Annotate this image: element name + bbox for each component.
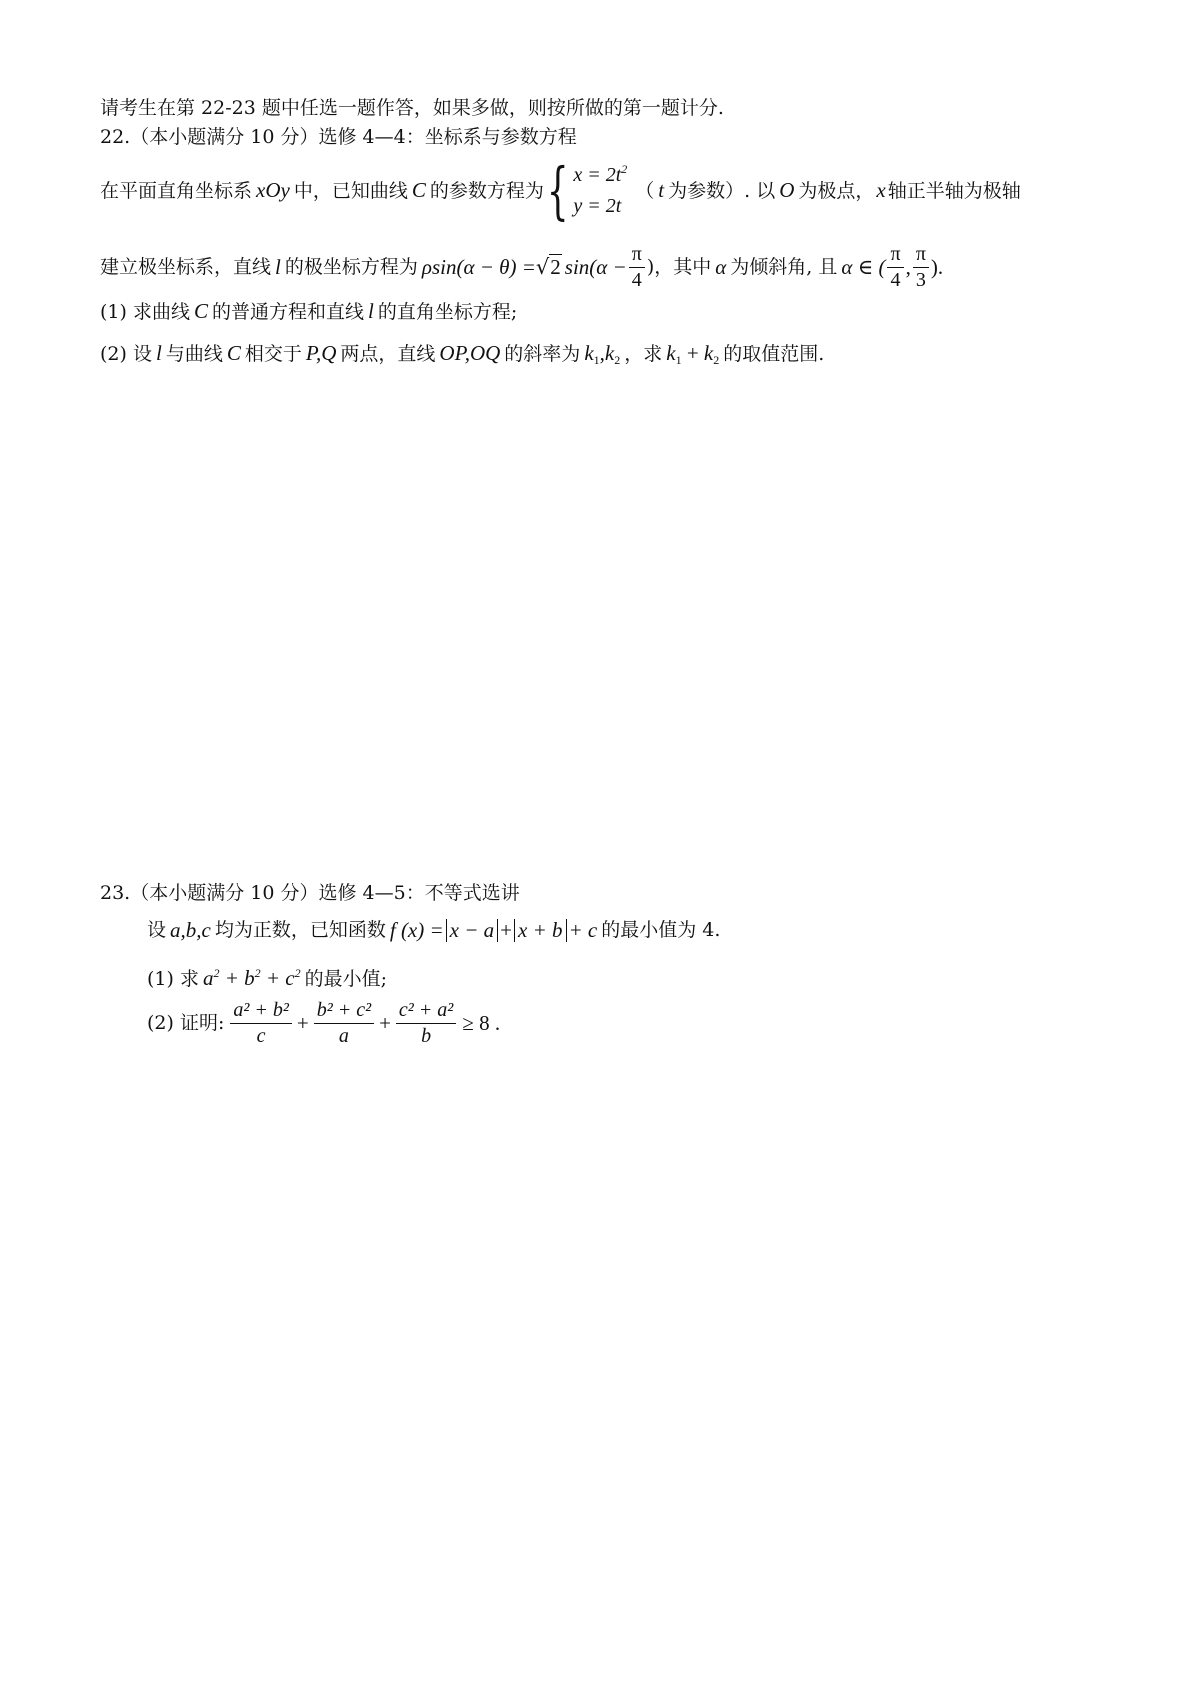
q22-header: 22.（本小题满分 10 分）选修 4—4：坐标系与参数方程 bbox=[100, 126, 577, 148]
fraction-pi-over-3: $\frac{\pi}{3}$ bbox=[913, 244, 929, 291]
q22-paragraph-line2: 建立极坐标系，直线 l 的极坐标方程为 ρsin(α − θ) = √ 2 sin(α − $\frac{\pi}{4}$ )，其中 α 为倾斜角, 且 α ∈ ( $\frac{\pi}{4}$ , $\frac{\pi}{3}$ ). bbox=[100, 243, 944, 291]
absolute-value-2: x + b bbox=[514, 919, 567, 942]
absolute-value-1: x − a bbox=[446, 919, 499, 942]
fraction-pi-over-4-interval: $\frac{\pi}{4}$ bbox=[887, 244, 903, 291]
fraction-pi-over-4: $\frac{\pi}{4}$ bbox=[629, 244, 645, 291]
left-brace: { bbox=[546, 154, 569, 227]
q23-subquestion-2: (2) 证明: $\frac{\text{a² + b²}}{c}$ + $\frac{\text{b² + c²}}{a}$ + $\frac{\text{c² + a²}}{b}$ ≥ 8 . bbox=[147, 999, 501, 1047]
q22-subquestion-2: (2) 设 l 与曲线 C 相交于 P,Q 两点，直线 OP,OQ 的斜率为 $k_1,k_2$ ，求 $k_1 + k_2$ 的取值范围. bbox=[100, 341, 825, 367]
q23-subquestion-1: (1) 求 $a^2 + b^2 + c^2$ 的最小值; bbox=[147, 966, 388, 990]
q23-header: 23.（本小题满分 10 分）选修 4—5：不等式选讲 bbox=[100, 882, 520, 904]
q22-paragraph-line1: 在平面直角坐标系 xOy 中，已知曲线 C 的参数方程为 { $x = 2t^2$ y = 2t （ t 为参数）. 以 O 为极点， x 轴正半轴为极轴 bbox=[100, 154, 1021, 227]
sqrt-symbol: √ bbox=[535, 254, 550, 279]
q22-subquestion-1: (1) 求曲线 C 的普通方程和直线 l 的直角坐标方程; bbox=[100, 299, 518, 323]
fraction-2: $\frac{\text{b² + c²}}{a}$ bbox=[314, 1000, 374, 1047]
intro-instruction: 请考生在第 22-23 题中任选一题作答，如果多做，则按所做的第一题计分. bbox=[100, 97, 724, 119]
q23-paragraph: 设 a,b,c 均为正数，已知函数 f (x) = x − a + x + b + c 的最小值为 4. bbox=[147, 918, 721, 943]
fraction-3: $\frac{\text{c² + a²}}{b}$ bbox=[396, 1000, 456, 1047]
parametric-system: { $x = 2t^2$ y = 2t bbox=[546, 154, 628, 227]
fraction-1: $\frac{\text{a² + b²}}{c}$ bbox=[230, 1000, 292, 1047]
